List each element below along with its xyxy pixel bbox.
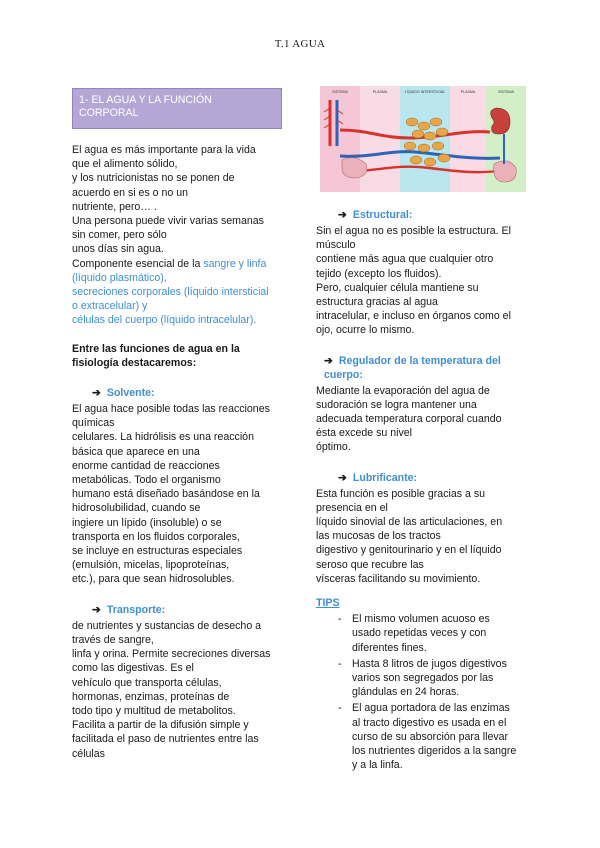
text-line: óptimo.: [316, 441, 351, 454]
text-line: Sin el agua no es posible la estructura. El: [316, 225, 511, 237]
functions-heading: [72, 342, 282, 370]
right-column: [316, 86, 528, 775]
panel-background: [360, 86, 400, 192]
text-line: químicas: [72, 417, 115, 430]
text-line: etc.), para que sean hidrosolubles.: [72, 573, 235, 586]
section-title-line: 1- EL AGUA Y LA FUNCIÓN: [79, 94, 212, 106]
text-line: vehículo que transporta células,: [72, 676, 222, 689]
text-line: facilitada el paso de nutrientes entre las: [72, 733, 259, 746]
kidney-organ: [491, 108, 510, 134]
text-line: tejido (excepto los fluidos).: [316, 267, 442, 280]
text-line: fisiología destacaremos:: [72, 356, 197, 369]
page-header: T.1 AGUA: [274, 38, 326, 50]
text-line: contiene más agua que cualquier otro: [316, 253, 494, 266]
text-line: las mucosas de los tractos: [316, 530, 441, 543]
panel-label: LÍQUIDO INTERSTICIAL: [404, 90, 446, 94]
text-line: intracelular, e incluso en órganos como el: [316, 310, 511, 323]
text-line: básica que aparece en una: [72, 445, 200, 458]
regulador-heading: ➔ Regulador de la temperatura del cuerpo:: [324, 354, 501, 381]
lubrificante-heading: ➔ Lubrificante:: [338, 471, 418, 484]
text-line: seroso que recubre las: [316, 558, 424, 571]
component-highlight-line: secreciones corporales (líquido intersticial: [72, 286, 269, 299]
text-line: los nutrientes digeridos a la sangre: [352, 745, 517, 758]
text-line: transporta en los fluidos corporales,: [72, 530, 240, 543]
text-line: usado repetidas veces y con: [352, 627, 487, 640]
text-line: Hasta 8 litros de jugos digestivos: [352, 657, 507, 670]
tip-item: [316, 612, 528, 655]
text-line: El agua es más importante para la vida: [72, 144, 256, 156]
text-line: adecuada temperatura corporal cuando: [316, 413, 502, 426]
text-line: de nutrientes y sustancias de desecho a: [72, 619, 262, 632]
text-line: nutriente, pero… .: [72, 200, 157, 213]
arrow-right-icon: ➔: [324, 354, 333, 367]
text-line: y a la linfa.: [352, 759, 403, 772]
text-line: músculo: [316, 239, 356, 252]
text-line: El agua hace posible todas las reacciones: [72, 403, 270, 416]
text-line: acuerdo en si es o no un: [72, 186, 189, 199]
component-highlight-line: células del cuerpo (líquido intracelular).: [72, 314, 257, 327]
component-highlight-line: o extracelular) y: [72, 300, 148, 313]
tip-item: [316, 657, 528, 700]
text-line: Una persona puede vivir varias semanas: [72, 215, 264, 228]
arrow-right-icon: ➔: [338, 209, 347, 221]
text-line: enorme cantidad de reacciones: [72, 459, 220, 472]
component-highlight-line: (líquido plasmático),: [72, 271, 167, 284]
text-line: todo tipo y multitud de metabolitos.: [72, 704, 236, 717]
text-line: estructura gracias al agua: [316, 296, 438, 309]
text-line: humano está diseñado basándose en la: [72, 488, 260, 501]
section-title-box: [72, 88, 282, 129]
lubrificante-paragraph: [316, 487, 528, 586]
dash-bullet: -: [338, 702, 342, 715]
text-line: ingiere un lípido (insoluble) o se: [72, 516, 222, 529]
component-line: [72, 257, 282, 271]
tips-heading: TIPS: [316, 597, 340, 610]
text-line: (emulsión, micelas, lipoproteínas,: [72, 559, 230, 572]
section-title-line: CORPORAL: [79, 107, 139, 119]
arrow-right-icon: ➔: [92, 603, 101, 616]
text-line: digestivo y genitourinario y en el líquido: [316, 544, 502, 557]
text-line: se incluye en estructuras especiales: [72, 545, 243, 558]
text-line: unos días sin agua.: [72, 243, 164, 256]
component-highlight: sangre y linfa: [203, 257, 267, 270]
text-line: Entre las funciones de agua en la: [72, 342, 240, 355]
text-line: linfa y orina. Permite secreciones diversas: [72, 648, 271, 661]
text-line: hidrosolubilidad, cuando se: [72, 502, 201, 515]
body-fluids-illustration: [320, 86, 526, 192]
estructural-paragraph: [316, 224, 528, 338]
text-line: El mismo volumen acuoso es: [352, 613, 490, 626]
text-line: sudoración se logra mantener una: [316, 398, 477, 411]
component-prefix: Componente esencial de la: [72, 257, 204, 270]
text-line: como las digestivas. Es el: [72, 662, 194, 675]
solvente-paragraph: [72, 402, 282, 587]
text-line: curso de su absorción para llevar: [352, 730, 509, 743]
text-line: varios son segregados por las: [352, 672, 494, 685]
text-line: vísceras facilitando su movimiento.: [316, 572, 481, 585]
text-line: través de sangre,: [72, 633, 154, 646]
tip-item: [316, 701, 528, 772]
text-line: ojo, ocurre lo mismo.: [316, 324, 415, 337]
text-line: hormonas, enzimas, proteínas de: [72, 690, 230, 703]
text-line: Facilita a partir de la difusión simple y: [72, 719, 249, 732]
transporte-paragraph: [72, 619, 282, 761]
regulador-paragraph: [316, 384, 528, 455]
dash-bullet: -: [338, 657, 342, 670]
left-column: [72, 88, 282, 761]
transporte-heading: ➔ Transporte:: [92, 603, 166, 616]
estructural-heading: ➔ Estructural:: [338, 209, 413, 221]
text-line: Mediante la evaporación del agua de: [316, 384, 490, 397]
text-line: Esta función es posible gracias a su: [316, 487, 486, 500]
text-line: presencia en el: [316, 501, 388, 514]
text-line: celulares. La hidrólisis es una reacción: [72, 431, 254, 444]
panel-label: PLASMA: [372, 90, 388, 94]
text-line: que el alimento sólido,: [72, 158, 178, 171]
text-line: sin comer, pero sólo: [72, 229, 167, 242]
text-line: El agua portadora de las enzimas: [352, 702, 510, 715]
text-line: líquido sinovial de las articulaciones, en: [316, 516, 503, 529]
solvente-heading: ➔ Solvente:: [92, 387, 155, 400]
arrow-right-icon: ➔: [338, 471, 347, 484]
text-line: células: [72, 747, 105, 760]
intro-paragraph: [72, 143, 282, 328]
text-line: al tracto digestivo es usada en el: [352, 716, 507, 729]
text-line: diferentes fines.: [352, 641, 427, 654]
text-line: Pero, cualquier célula mantiene su: [316, 281, 479, 294]
text-line: glándulas en 24 horas.: [352, 686, 460, 699]
panel-label: PLASMA: [460, 90, 476, 94]
dash-bullet: -: [338, 613, 342, 626]
text-line: y los nutricionistas no se ponen de: [72, 172, 235, 185]
text-line: metabólicas. Todo el organismo: [72, 474, 221, 487]
panel-background: [450, 86, 486, 192]
panel-label: SISTEMA: [332, 90, 348, 94]
arrow-right-icon: ➔: [92, 387, 101, 400]
text-line: ésta excede su nivel: [316, 427, 412, 440]
panel-label: SISTEMA: [498, 90, 514, 94]
body-fluids-diagram: [320, 86, 526, 192]
